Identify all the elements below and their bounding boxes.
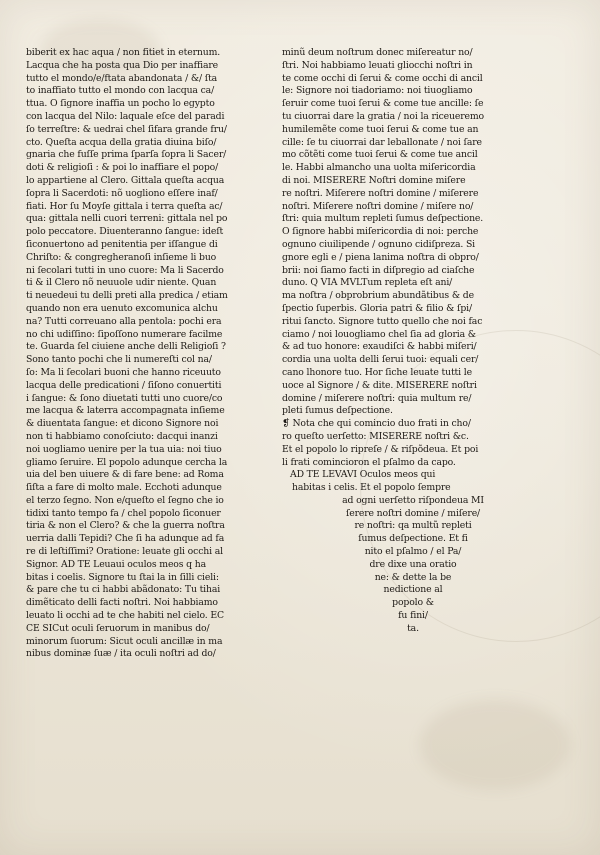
text-line: ttua. O ſignore inaffia un pocho lo egypto xyxy=(26,98,215,110)
text-line: noſtri. Miſerere noſtri domine / miſere no/ xyxy=(282,200,474,212)
text-line: uoce al Signore / & dite. MISERERE noſtri xyxy=(282,379,477,391)
text-line: ma noſtra / obprobrium abundãtibus & de xyxy=(282,290,474,302)
text-line: ſpectio ſuperbis. Gloria patri & filio & ſpi/ xyxy=(282,302,472,314)
text-line: quando non era uenuto excomunica alchu xyxy=(26,302,218,314)
text-line: ſeruir come tuoi ſerui & come tue ancille: ſe xyxy=(282,98,484,110)
text-line: minorum ſuorum: Sicut oculi ancillæ in ma xyxy=(26,635,223,647)
text-line: cto. Queſta acqua della gratia diuina biſo/ xyxy=(26,136,217,148)
text-line: tiria & non el Clero? & che la guerra noſtra xyxy=(26,520,225,532)
text-line: & diuentata ſangue: et dicono Signore noi xyxy=(26,418,219,430)
text-line: noi uogliamo uenire per la tua uia: noi tiuo xyxy=(26,443,222,455)
text-line: habitas i celis. Et el popolo ſempre xyxy=(292,482,451,494)
text-line: cille: ſe tu ciuorrai dar leballonate / noi ſare xyxy=(282,136,482,148)
text-line: & ad tuo honore: exaudiſci & habbi miſeri/ xyxy=(282,341,477,353)
text-line: ro queſto uerſetto: MISERERE noſtri &c. xyxy=(282,430,469,442)
text-line: ta. xyxy=(407,622,419,634)
text-line: te come occhi di ſerui & come occhi di ancil xyxy=(282,72,483,84)
text-line: ne: & dette la be xyxy=(374,571,452,583)
text-line: nito el pſalmo / el Pa/ xyxy=(364,546,462,558)
text-line: nibus dominæ ſuæ / ita oculi noſtri ad do/ xyxy=(26,648,216,660)
text-line: dimẽticato delli facti noſtri. Noi habbiamo xyxy=(26,597,218,609)
text-line: Sono tanto pochi che li numereſti col na/ xyxy=(26,354,212,366)
text-line: no chi udiſſino: ſipoſſono numerare facilme xyxy=(26,328,223,340)
text-line: minũ deum noſtrum donec miſereatur no/ xyxy=(282,47,473,58)
text-line: ciamo / noi louogliamo chel ſia ad gloria & xyxy=(282,328,476,340)
text-line: humilemẽte come tuoi ſerui & come tue an xyxy=(282,123,479,135)
text-line: domine / miſerere noſtri: quia multum re/ xyxy=(282,392,472,404)
text-line: brii: noi ſiamo facti in diſpregio ad ciaſche xyxy=(282,264,475,276)
text-line: Signor. AD TE Leuaui oculos meos q ha xyxy=(26,558,207,570)
text-line: re noſtri. Miſerere noſtri domine / miſerere xyxy=(282,187,479,199)
text-line: cordia una uolta delli ſerui tuoi: equali cer/ xyxy=(282,354,479,366)
text-line: ſiſta a fare di molto male. Ecchoti adunque xyxy=(26,482,222,494)
text-line: re noſtri: qa multũ repleti xyxy=(354,520,472,532)
text-line: CE SICut oculi ſeruorum in manibus do/ xyxy=(26,622,210,634)
text-line: leuato li occhi ad te che habiti nel cielo. EC xyxy=(26,610,224,622)
right-text-column xyxy=(282,47,544,636)
text-line: popolo & xyxy=(392,597,434,609)
text-line: nedictione al xyxy=(383,584,443,596)
text-line: qua: gittala nelli cuori terreni: gittala nel po xyxy=(26,213,228,225)
paper-stain xyxy=(420,700,570,790)
text-line: i ſangue: & ſono diuetati tutti uno cuore/co xyxy=(26,392,223,404)
text-line: fu fini/ xyxy=(398,610,428,622)
text-line: pleti ſumus deſpectione. xyxy=(282,405,393,417)
text-line: AD TE LEVAVI Oculos meos qui xyxy=(290,469,436,481)
text-line: ni ſecolari tutti in uno cuore: Ma li Sacerdo xyxy=(26,264,224,276)
text-line: ti neuedeui tu delli preti alla predica / etiam xyxy=(26,290,228,302)
text-line: ognuno ciuilipende / ognuno cidiſpreza. Si xyxy=(282,238,475,250)
text-line: ſo: Ma li ſecolari buoni che hanno riceuuto xyxy=(26,366,221,378)
text-line: uerria dalli Tepidi? Che ſi ha adunque ad fa xyxy=(26,533,225,545)
text-line: ſerere noſtri domine / miſere/ xyxy=(345,507,481,519)
left-text-column xyxy=(26,47,288,661)
text-line: lacqua delle predicationi / ſiſono conuertiti xyxy=(26,379,222,391)
text-line: duno. Q VIA MVLTum repleta eſt ani/ xyxy=(282,277,453,289)
text-line: te. Guarda ſel ciuiene anche delli Religioſi ? xyxy=(26,341,226,353)
text-line: non ti habbiamo conoſciuto: dacqui inanzi xyxy=(26,430,218,442)
text-line: con lacqua del Nilo: laquale eſce del paradi xyxy=(26,110,225,122)
text-line: gnaria che fuſſe prima ſparſa ſopra li Sacer/ xyxy=(26,149,227,161)
text-line: le. Habbi almancho una uolta miſericordia xyxy=(282,162,476,174)
text-line: mo cõtẽti come tuoi ſerui & come tue ancil xyxy=(282,149,478,161)
text-line: el terzo ſegno. Non e/queſto el ſegno che io xyxy=(26,494,224,506)
text-line: bitas i coelis. Signore tu ſtai la in ſilli cieli: xyxy=(26,571,219,583)
text-line: fiati. Hor ſu Moyſe gittala i terra queſta ac/ xyxy=(26,200,223,212)
text-line: tidixi tanto tempo fa / chel popolo ſiconuer xyxy=(26,507,221,519)
text-line: ❡ Nota che qui comincio duo frati in cho/ xyxy=(282,418,471,430)
text-line: ſo terreſtre: & uedrai chel ſifara grande fru/ xyxy=(26,123,227,135)
text-line: ad ogni uerſetto riſpondeua MI xyxy=(342,494,484,506)
text-line: li frati comincioron el pſalmo da capo. xyxy=(282,456,456,468)
text-line: O ſignore habbi miſericordia di noi: perche xyxy=(282,226,479,238)
text-line: ritui ſancto. Signore tutto quello che noi fac xyxy=(282,315,483,327)
text-line: ſopra li Sacerdoti: nõ uogliono eſſere inaf/ xyxy=(26,187,218,199)
text-line: na? Tutti correuano alla pentola: pochi era xyxy=(26,315,222,327)
text-line: uia del ben uiuere & di fare bene: ad Roma xyxy=(26,469,224,481)
text-line: Et el popolo lo ripreſe / & riſpõdeua. Et poi xyxy=(282,443,479,455)
text-line: di noi. MISERERE Noſtri domine miſere xyxy=(282,174,466,186)
text-line: polo peccatore. Diuenteranno ſangue: ideſt xyxy=(26,226,224,238)
text-line: to inaffiato tutto el mondo con lacqua ca/ xyxy=(26,85,215,97)
text-line: gnore egli e / piena lanima noſtra di obpro/ xyxy=(282,251,479,263)
text-line: ſiconuertono ad penitentia per iſſangue di xyxy=(26,238,218,250)
text-line: tu ciuorrai dare la gratia / noi la riceueremo xyxy=(282,110,484,122)
text-line: & pare che tu ci habbi abãdonato: Tu tihai xyxy=(26,584,221,596)
text-line: Chriſto: & congregheranoſi inſieme li buo xyxy=(26,251,217,263)
text-line: tutto el mondo/e/ftata abandonata / &/ ſta xyxy=(26,72,218,84)
text-line: biberit ex hac aqua / non fitiet in eternum. xyxy=(26,47,221,58)
text-line: ſtri: quia multum repleti ſumus deſpectione. xyxy=(282,213,484,225)
text-line: ſtri. Noi habbiamo leuati gliocchi noſtri in xyxy=(282,59,473,71)
text-line: dre dixe una oratio xyxy=(369,558,457,570)
text-line: le: Signore noi tiadoriamo: noi tiuogliamo xyxy=(282,85,473,97)
text-line: re di leſtiſſimi? Oratione: leuate gli occhi al xyxy=(26,546,223,558)
text-line: ſumus deſpectione. Et fi xyxy=(358,533,468,545)
text-line: cano lhonore tuo. Hor ſiche leuate tutti le xyxy=(282,366,472,378)
text-line: lo appartiene al Clero. Gittala queſta acqua xyxy=(26,174,225,186)
text-line: ti & il Clero nõ neuuole udir niente. Quan xyxy=(26,277,217,289)
text-line: gliamo ſeruire. El popolo adunque cercha la xyxy=(26,456,228,468)
text-line: Lacqua che ha posta qua Dio per inaffiare xyxy=(26,59,219,71)
text-line: me lacqua & laterra accompagnata inſieme xyxy=(26,405,225,417)
text-line: doti & religioſi : & poi lo inaffiare el popo/ xyxy=(26,162,219,174)
